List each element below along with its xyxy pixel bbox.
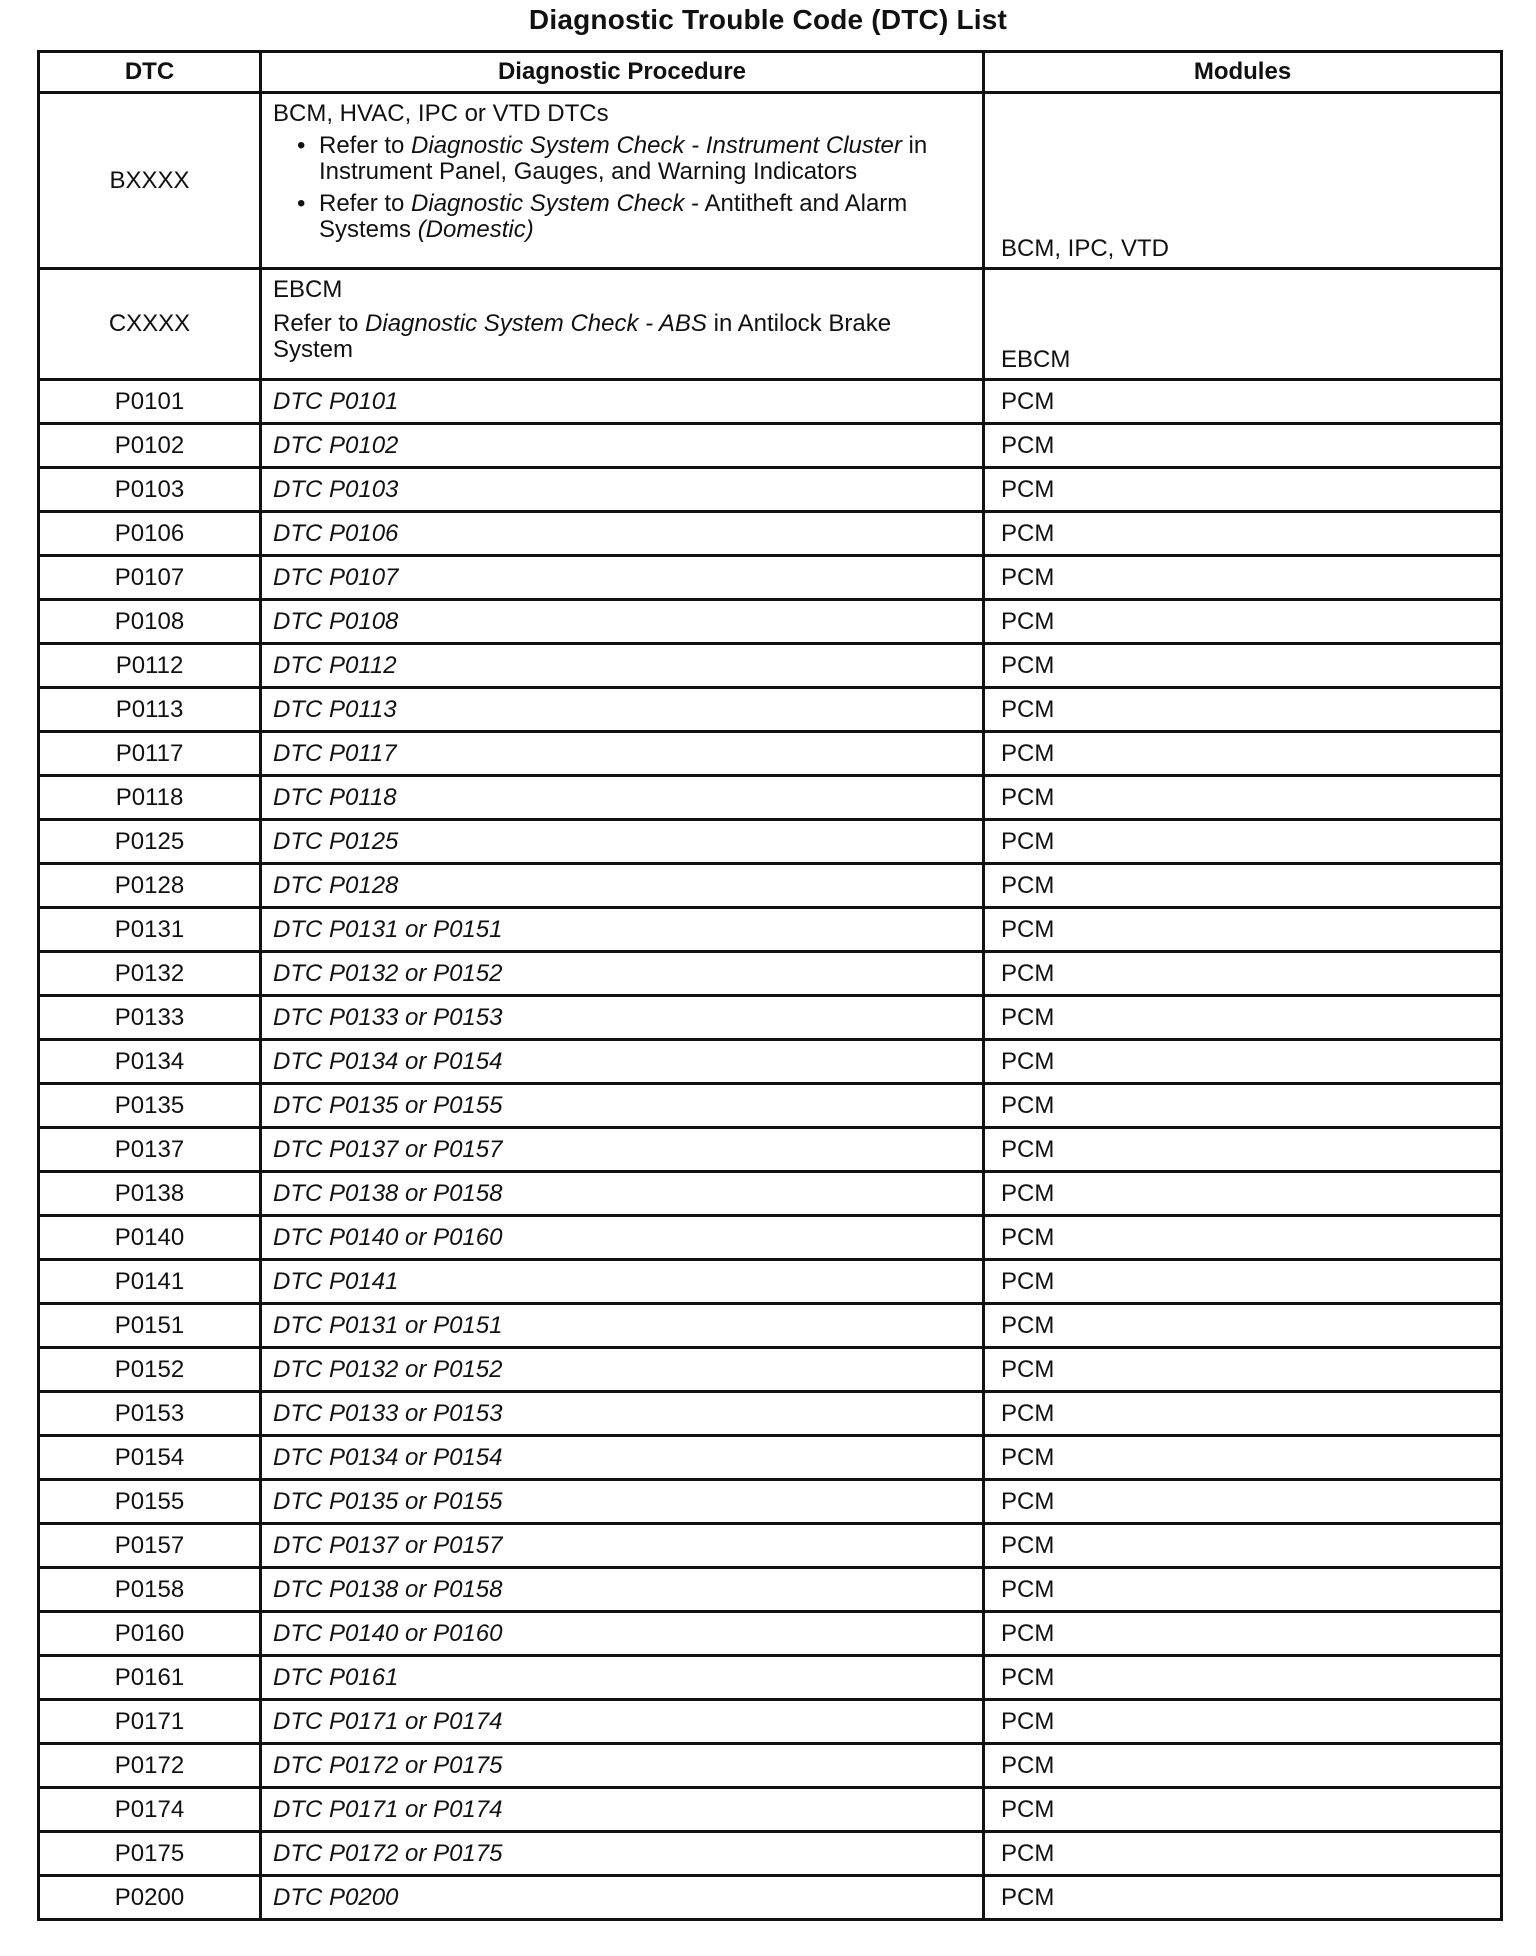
procedure-cell: DTC P0133 or P0153 — [261, 996, 984, 1040]
table-row — [39, 1436, 1502, 1480]
dtc-code: P0160 — [39, 1612, 261, 1656]
dtc-code: P0118 — [39, 776, 261, 820]
modules-cell: PCM — [984, 820, 1502, 864]
table-row — [39, 1040, 1502, 1084]
column-header-dtc: DTC — [39, 52, 261, 93]
table-row — [39, 380, 1502, 424]
modules-cell: PCM — [984, 952, 1502, 996]
table-row — [39, 864, 1502, 908]
procedure-reference: Diagnostic System Check - Instrument Cluster — [411, 132, 902, 159]
procedure-cell: DTC P0135 or P0155 — [261, 1480, 984, 1524]
table-row — [39, 1084, 1502, 1128]
dtc-code: P0107 — [39, 556, 261, 600]
dtc-code: P0200 — [39, 1876, 261, 1920]
procedure-cell: DTC P0108 — [261, 600, 984, 644]
dtc-code: P0137 — [39, 1128, 261, 1172]
procedure-cell: DTC P0131 or P0151 — [261, 1304, 984, 1348]
procedure-cell: DTC P0161 — [261, 1656, 984, 1700]
modules-cell: PCM — [984, 996, 1502, 1040]
modules-cell: PCM — [984, 1744, 1502, 1788]
table-row — [39, 1392, 1502, 1436]
modules-cell: PCM — [984, 1876, 1502, 1920]
table-row — [39, 776, 1502, 820]
table-row — [39, 1656, 1502, 1700]
dtc-code: P0125 — [39, 820, 261, 864]
procedure-cell: DTC P0137 or P0157 — [261, 1524, 984, 1568]
table-row — [39, 1348, 1502, 1392]
dtc-code: P0175 — [39, 1832, 261, 1876]
bullet-icon: • — [297, 132, 306, 159]
procedure-cell: DTC P0138 or P0158 — [261, 1568, 984, 1612]
procedure-cell: DTC P0137 or P0157 — [261, 1128, 984, 1172]
table-header-row — [39, 52, 1502, 93]
procedure-cell: DTC P0140 or P0160 — [261, 1612, 984, 1656]
modules-cell: PCM — [984, 1392, 1502, 1436]
modules-cell: PCM — [984, 776, 1502, 820]
modules-cell: PCM — [984, 1260, 1502, 1304]
dtc-code: P0131 — [39, 908, 261, 952]
group-heading: BCM, HVAC, IPC or VTD DTCs — [273, 100, 609, 127]
dtc-code: P0151 — [39, 1304, 261, 1348]
modules-cell: PCM — [984, 1304, 1502, 1348]
modules-cell: PCM — [984, 1568, 1502, 1612]
procedure-cell: DTC P0128 — [261, 864, 984, 908]
modules-cell: PCM — [984, 512, 1502, 556]
table-row — [39, 468, 1502, 512]
modules-cell: PCM — [984, 600, 1502, 644]
modules-cell: PCM — [984, 1084, 1502, 1128]
table-row — [39, 1612, 1502, 1656]
modules-cell: PCM — [984, 1172, 1502, 1216]
dtc-code: P0140 — [39, 1216, 261, 1260]
modules-cell: PCM — [984, 380, 1502, 424]
procedure-reference: Diagnostic System Check — [411, 190, 685, 217]
procedure-cell: DTC P0172 or P0175 — [261, 1832, 984, 1876]
dtc-code: P0132 — [39, 952, 261, 996]
procedure-cell: DTC P0125 — [261, 820, 984, 864]
procedure-cell: DTC P0138 or P0158 — [261, 1172, 984, 1216]
dtc-code: P0155 — [39, 1480, 261, 1524]
procedure-cell: DTC P0103 — [261, 468, 984, 512]
group-heading: EBCM — [273, 276, 343, 303]
procedure-cell: DTC P0200 — [261, 1876, 984, 1920]
table-row — [39, 952, 1502, 996]
modules-cell: PCM — [984, 1480, 1502, 1524]
dtc-code: P0108 — [39, 600, 261, 644]
procedure-cell: DTC P0135 or P0155 — [261, 1084, 984, 1128]
modules-cell: BCM, IPC, VTD — [984, 93, 1502, 269]
dtc-code: P0134 — [39, 1040, 261, 1084]
reference-prefix: Refer to — [319, 132, 412, 159]
reference-suffix: in Antilock Brake System — [273, 310, 892, 363]
dtc-code: P0106 — [39, 512, 261, 556]
dtc-code: BXXXX — [39, 93, 261, 269]
dtc-code: P0141 — [39, 1260, 261, 1304]
procedure-cell: DTC P0118 — [261, 776, 984, 820]
procedure-cell — [261, 269, 984, 380]
table-row — [39, 1876, 1502, 1920]
dtc-code: P0152 — [39, 1348, 261, 1392]
reference-prefix: Refer to — [273, 310, 366, 337]
table-row — [39, 1700, 1502, 1744]
modules-cell: PCM — [984, 864, 1502, 908]
dtc-code: P0133 — [39, 996, 261, 1040]
procedure-cell: DTC P0107 — [261, 556, 984, 600]
modules-cell: PCM — [984, 1128, 1502, 1172]
dtc-code: P0102 — [39, 424, 261, 468]
table-row — [39, 1744, 1502, 1788]
table-row — [39, 1832, 1502, 1876]
procedure-cell: DTC P0141 — [261, 1260, 984, 1304]
procedure-cell: DTC P0134 or P0154 — [261, 1436, 984, 1480]
dtc-code: P0154 — [39, 1436, 261, 1480]
dtc-code: P0112 — [39, 644, 261, 688]
procedure-cell: DTC P0134 or P0154 — [261, 1040, 984, 1084]
procedure-cell: DTC P0131 or P0151 — [261, 908, 984, 952]
modules-cell: PCM — [984, 468, 1502, 512]
table-row — [39, 512, 1502, 556]
dtc-code: P0158 — [39, 1568, 261, 1612]
table-row-cxxxx — [39, 269, 1502, 380]
table-row — [39, 556, 1502, 600]
table-row — [39, 1128, 1502, 1172]
table-row — [39, 1788, 1502, 1832]
reference-suffix: in Instrument Panel, Gauges, and Warning Indicators — [319, 132, 928, 185]
procedure-reference-block — [273, 311, 974, 363]
table-row — [39, 600, 1502, 644]
table-row — [39, 688, 1502, 732]
modules-cell: PCM — [984, 1040, 1502, 1084]
procedure-cell: DTC P0112 — [261, 644, 984, 688]
modules-cell: PCM — [984, 644, 1502, 688]
table-row-bxxxx — [39, 93, 1502, 269]
modules-cell: PCM — [984, 1436, 1502, 1480]
table-row — [39, 1216, 1502, 1260]
procedure-cell: DTC P0171 or P0174 — [261, 1700, 984, 1744]
dtc-code: P0171 — [39, 1700, 261, 1744]
modules-cell: EBCM — [984, 269, 1502, 380]
procedure-cell: DTC P0106 — [261, 512, 984, 556]
procedure-cell: DTC P0101 — [261, 380, 984, 424]
column-header-modules: Modules — [984, 52, 1502, 93]
procedure-cell: DTC P0132 or P0152 — [261, 952, 984, 996]
modules-cell: PCM — [984, 1656, 1502, 1700]
modules-cell: PCM — [984, 1832, 1502, 1876]
modules-cell: PCM — [984, 688, 1502, 732]
procedure-cell: DTC P0140 or P0160 — [261, 1216, 984, 1260]
dtc-code: P0157 — [39, 1524, 261, 1568]
dtc-code: P0101 — [39, 380, 261, 424]
table-row — [39, 1260, 1502, 1304]
dtc-code: P0174 — [39, 1788, 261, 1832]
dtc-code: P0128 — [39, 864, 261, 908]
table-row — [39, 644, 1502, 688]
procedure-cell — [261, 93, 984, 269]
modules-cell: PCM — [984, 1216, 1502, 1260]
dtc-code: P0153 — [39, 1392, 261, 1436]
table-row — [39, 1480, 1502, 1524]
modules-cell: PCM — [984, 1612, 1502, 1656]
page-title: Diagnostic Trouble Code (DTC) List — [528, 4, 1008, 35]
modules-cell: PCM — [984, 1788, 1502, 1832]
list-item — [273, 191, 974, 243]
table-row — [39, 908, 1502, 952]
modules-cell: PCM — [984, 424, 1502, 468]
reference-prefix: Refer to — [319, 190, 412, 217]
table-row — [39, 1524, 1502, 1568]
procedure-cell: DTC P0117 — [261, 732, 984, 776]
bullet-icon: • — [297, 190, 306, 217]
procedure-cell: DTC P0132 or P0152 — [261, 1348, 984, 1392]
reference-qualifier: (Domestic) — [417, 216, 534, 243]
dtc-code: CXXXX — [39, 269, 261, 380]
table-row — [39, 1568, 1502, 1612]
modules-cell: PCM — [984, 1700, 1502, 1744]
modules-cell: PCM — [984, 1348, 1502, 1392]
procedure-reference: Diagnostic System Check - ABS — [365, 310, 707, 337]
dtc-table — [37, 50, 1503, 1921]
dtc-code: P0138 — [39, 1172, 261, 1216]
dtc-code: P0135 — [39, 1084, 261, 1128]
dtc-code: P0113 — [39, 688, 261, 732]
procedure-cell: DTC P0102 — [261, 424, 984, 468]
dtc-code: P0103 — [39, 468, 261, 512]
procedure-cell: DTC P0133 or P0153 — [261, 1392, 984, 1436]
modules-cell: PCM — [984, 732, 1502, 776]
table-row — [39, 996, 1502, 1040]
table-row — [39, 424, 1502, 468]
reference-suffix: - Antitheft and Alarm Systems — [319, 190, 908, 243]
table-row — [39, 732, 1502, 776]
procedure-cell: DTC P0171 or P0174 — [261, 1788, 984, 1832]
list-item — [273, 133, 974, 185]
modules-cell: PCM — [984, 556, 1502, 600]
table-row — [39, 1172, 1502, 1216]
table-row — [39, 1304, 1502, 1348]
modules-cell: PCM — [984, 1524, 1502, 1568]
column-header-procedure: Diagnostic Procedure — [261, 52, 984, 93]
dtc-code: P0172 — [39, 1744, 261, 1788]
dtc-code: P0161 — [39, 1656, 261, 1700]
procedure-cell: DTC P0172 or P0175 — [261, 1744, 984, 1788]
dtc-code: P0117 — [39, 732, 261, 776]
table-row — [39, 820, 1502, 864]
procedure-cell: DTC P0113 — [261, 688, 984, 732]
modules-cell: PCM — [984, 908, 1502, 952]
